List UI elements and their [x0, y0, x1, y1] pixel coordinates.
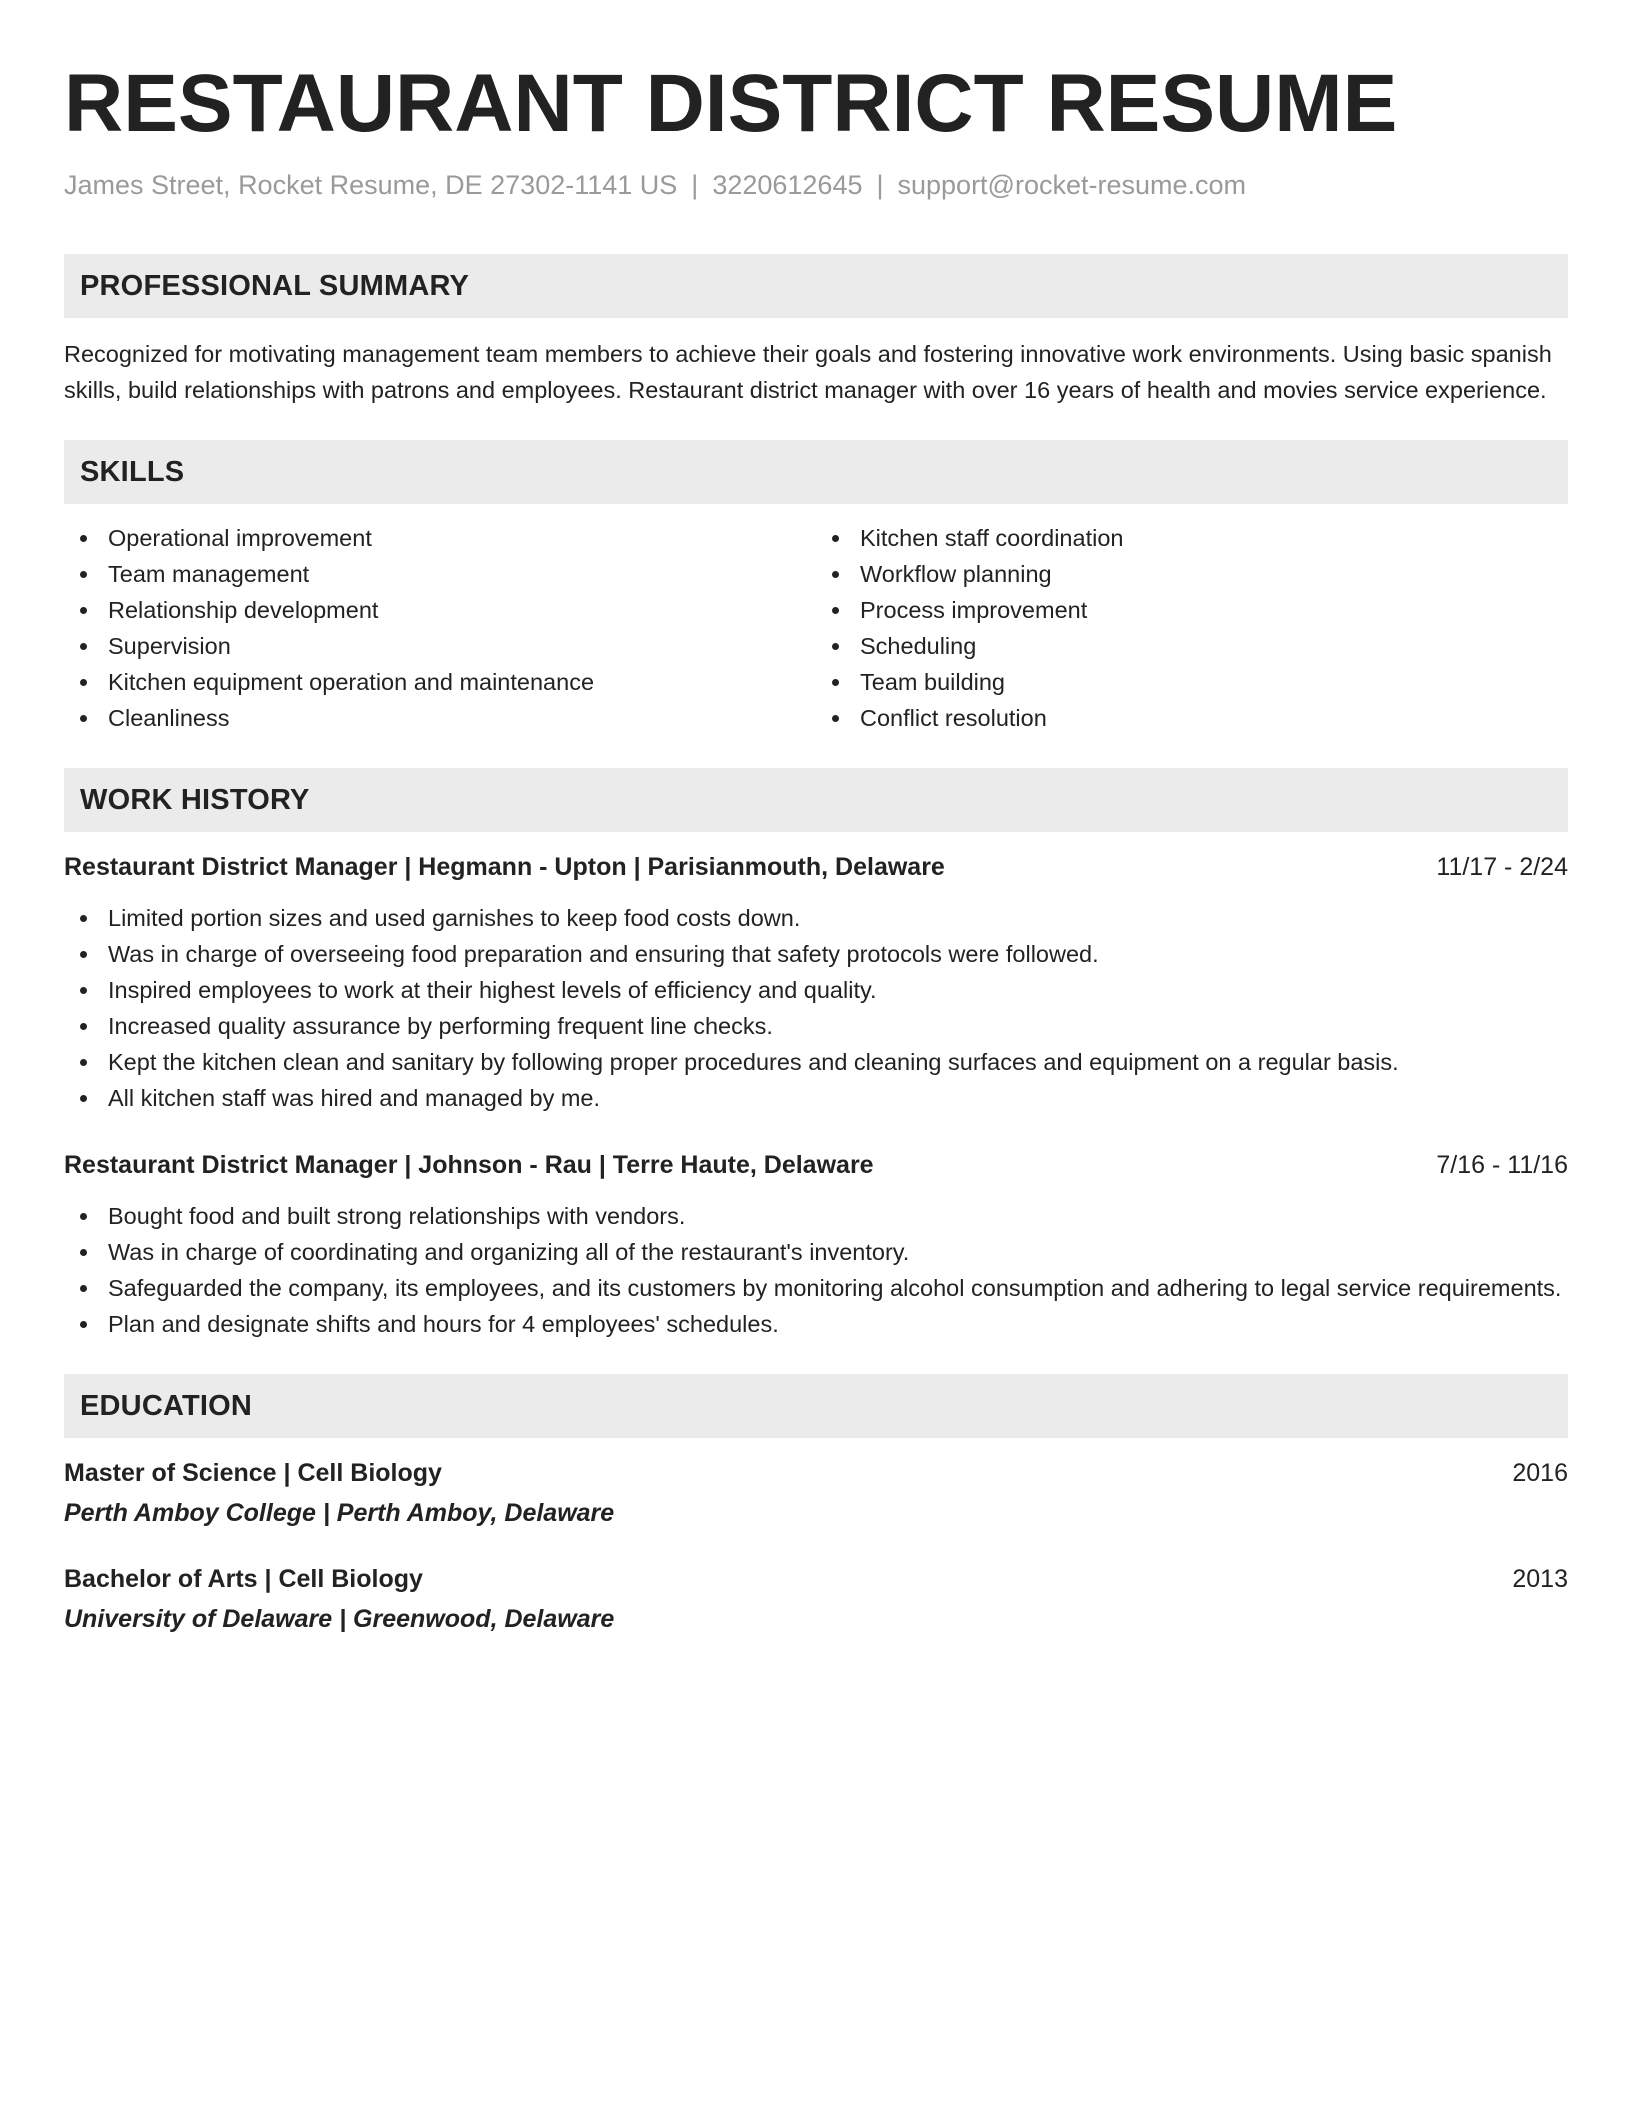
job-bullet: Was in charge of coordinating and organizing all of the restaurant's inventory. [64, 1234, 1568, 1270]
education-heading: EDUCATION [64, 1374, 1568, 1438]
skills-list-left [64, 520, 816, 736]
contact-line [64, 168, 1568, 202]
skills-heading: SKILLS [64, 440, 1568, 504]
contact-email: support@rocket-resume.com [897, 170, 1247, 200]
job-dates: 7/16 - 11/16 [1436, 1151, 1568, 1179]
job-bullet: Safeguarded the company, its employees, and its customers by monitoring alcohol consumption and adhering to legal service requirements. [64, 1270, 1568, 1306]
skill-item: Scheduling [816, 628, 1568, 664]
job-bullet: Bought food and built strong relationships with vendors. [64, 1198, 1568, 1234]
job-bullets [64, 1198, 1568, 1342]
skill-item: Operational improvement [64, 520, 816, 556]
skill-item: Team management [64, 556, 816, 592]
skill-item: Cleanliness [64, 700, 816, 736]
job-header [64, 1148, 1568, 1182]
job-bullets [64, 900, 1568, 1116]
education-entry [64, 1562, 1568, 1636]
education-degree: Master of Science | Cell Biology [64, 1459, 442, 1487]
education-year: 2016 [1512, 1459, 1568, 1487]
job-dates: 11/17 - 2/24 [1436, 853, 1568, 881]
job-bullet: Kept the kitchen clean and sanitary by following proper procedures and cleaning surfaces and equipment on a regular basis. [64, 1044, 1568, 1080]
education-degree: Bachelor of Arts | Cell Biology [64, 1565, 423, 1593]
job-title: Restaurant District Manager | Hegmann - Upton | Parisianmouth, Delaware [64, 853, 945, 881]
contact-address: James Street, Rocket Resume, DE 27302-1141 US [64, 170, 678, 200]
job-bullet: Was in charge of overseeing food preparation and ensuring that safety protocols were followed. [64, 936, 1568, 972]
job-bullet: Plan and designate shifts and hours for 4 employees' schedules. [64, 1306, 1568, 1342]
skill-item: Team building [816, 664, 1568, 700]
job-bullet: Increased quality assurance by performing frequent line checks. [64, 1008, 1568, 1044]
job-bullet: Inspired employees to work at their highest levels of efficiency and quality. [64, 972, 1568, 1008]
job-title: Restaurant District Manager | Johnson - Rau | Terre Haute, Delaware [64, 1151, 874, 1179]
contact-phone: 3220612645 [712, 170, 863, 200]
summary-text: Recognized for motivating management team members to achieve their goals and fostering innovative work environments. Using basic spanish skills, build relationships with patrons and employees. Restaurant district manager with over 16 years of health and movies service experience. [64, 341, 1552, 403]
job-header [64, 850, 1568, 884]
skill-item: Supervision [64, 628, 816, 664]
skill-item: Kitchen equipment operation and maintenance [64, 664, 816, 700]
education-school: Perth Amboy College | Perth Amboy, Delaware [64, 1499, 615, 1527]
education-school: University of Delaware | Greenwood, Delaware [64, 1605, 615, 1633]
skill-item: Relationship development [64, 592, 816, 628]
education-year: 2013 [1512, 1565, 1568, 1593]
skills-column-right [816, 520, 1568, 736]
skills-column-left [64, 520, 816, 736]
job-entry [64, 850, 1568, 1116]
skills-list-right [816, 520, 1568, 736]
skill-item: Workflow planning [816, 556, 1568, 592]
work-history-heading: WORK HISTORY [64, 768, 1568, 832]
skill-item: Kitchen staff coordination [816, 520, 1568, 556]
contact-separator: | [691, 170, 699, 200]
job-bullet: All kitchen staff was hired and managed by me. [64, 1080, 1568, 1116]
skills-grid [64, 520, 1568, 736]
skill-item: Conflict resolution [816, 700, 1568, 736]
skill-item: Process improvement [816, 592, 1568, 628]
education-header [64, 1562, 1568, 1596]
job-entry [64, 1148, 1568, 1342]
education-entry [64, 1456, 1568, 1530]
resume-title: RESTAURANT DISTRICT RESUME [64, 58, 1398, 149]
contact-separator: | [876, 170, 884, 200]
job-bullet: Limited portion sizes and used garnishes to keep food costs down. [64, 900, 1568, 936]
summary-heading: PROFESSIONAL SUMMARY [64, 254, 1568, 318]
education-header [64, 1456, 1568, 1490]
